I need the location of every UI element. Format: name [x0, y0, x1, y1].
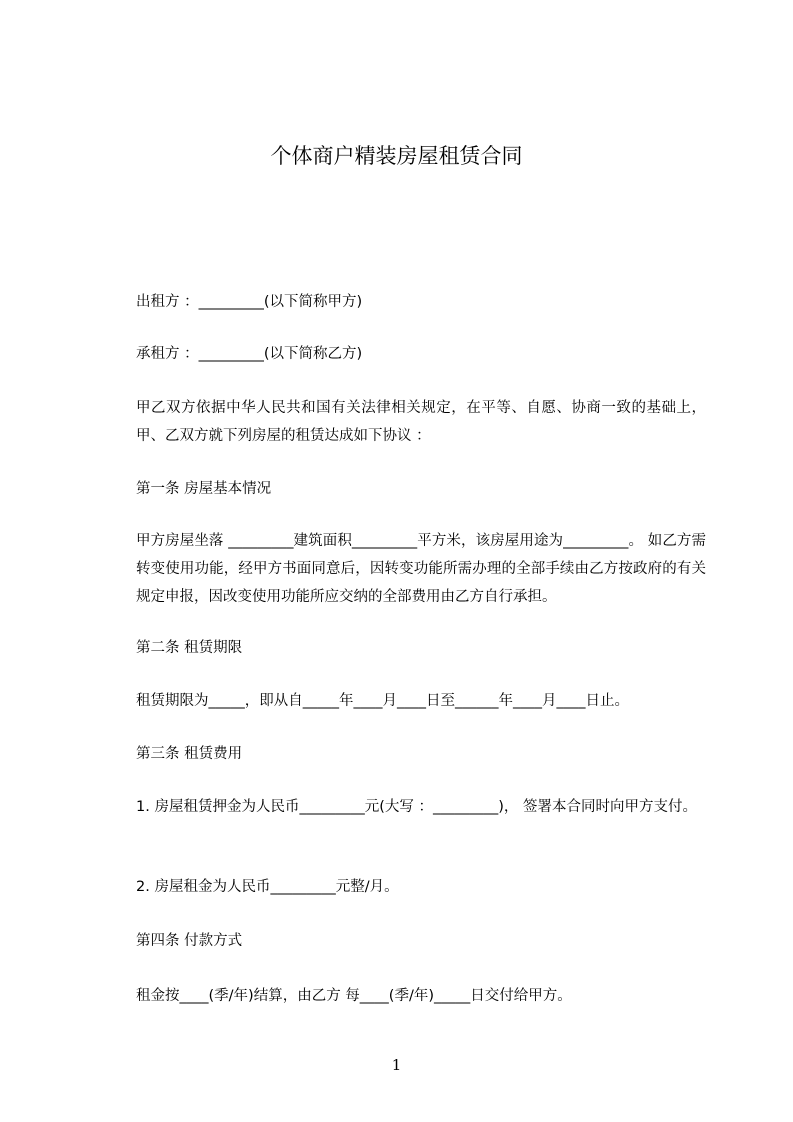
- lessor-line: 出租方 ：_________(以下简称甲方): [136, 294, 363, 310]
- article4-heading: 第四条 付款方式: [136, 933, 243, 949]
- page-number: 1: [391, 1056, 402, 1074]
- article1-heading: 第一条 房屋基本情况: [136, 481, 272, 497]
- document-title: 个体商户精装房屋租赁合同: [270, 144, 523, 168]
- article3-item-2: 2. 房屋租金为人民币_________元整/月。: [136, 879, 399, 895]
- lessee-line: 承租方 ：_________(以下简称乙方): [136, 346, 363, 362]
- article3-item-1: 1. 房屋租赁押金为人民币_________元(大写 ：_________)， 签署本合同时向甲方支付。: [136, 799, 697, 815]
- article1-body: 甲方房屋坐落 _________建筑面积_________平方米，该房屋用途为_________。 如乙方需转变使用功能，经甲方书面同意后，因转变功能所需办理的全部手续由乙方按政府的有关规定申报，因改变使用功能所应交纳的全部费用由乙方自行承担。: [136, 533, 706, 605]
- article3-heading: 第三条 租赁费用: [136, 746, 243, 762]
- article2-heading: 第二条 租赁期限: [136, 640, 243, 656]
- article4-body: 租金按____(季/年)结算，由乙方 每____(季/年)_____日交付给甲方。: [136, 988, 572, 1004]
- intro-paragraph: 甲乙双方依据中华人民共和国有关法律相关规定，在平等、自愿、协商一致的基础上，甲、乙双方就下列房屋的租赁达成如下协议 ：: [136, 400, 706, 444]
- article2-body: 租赁期限为_____，即从自_____年____月____日至______年____月____日止。: [136, 693, 629, 709]
